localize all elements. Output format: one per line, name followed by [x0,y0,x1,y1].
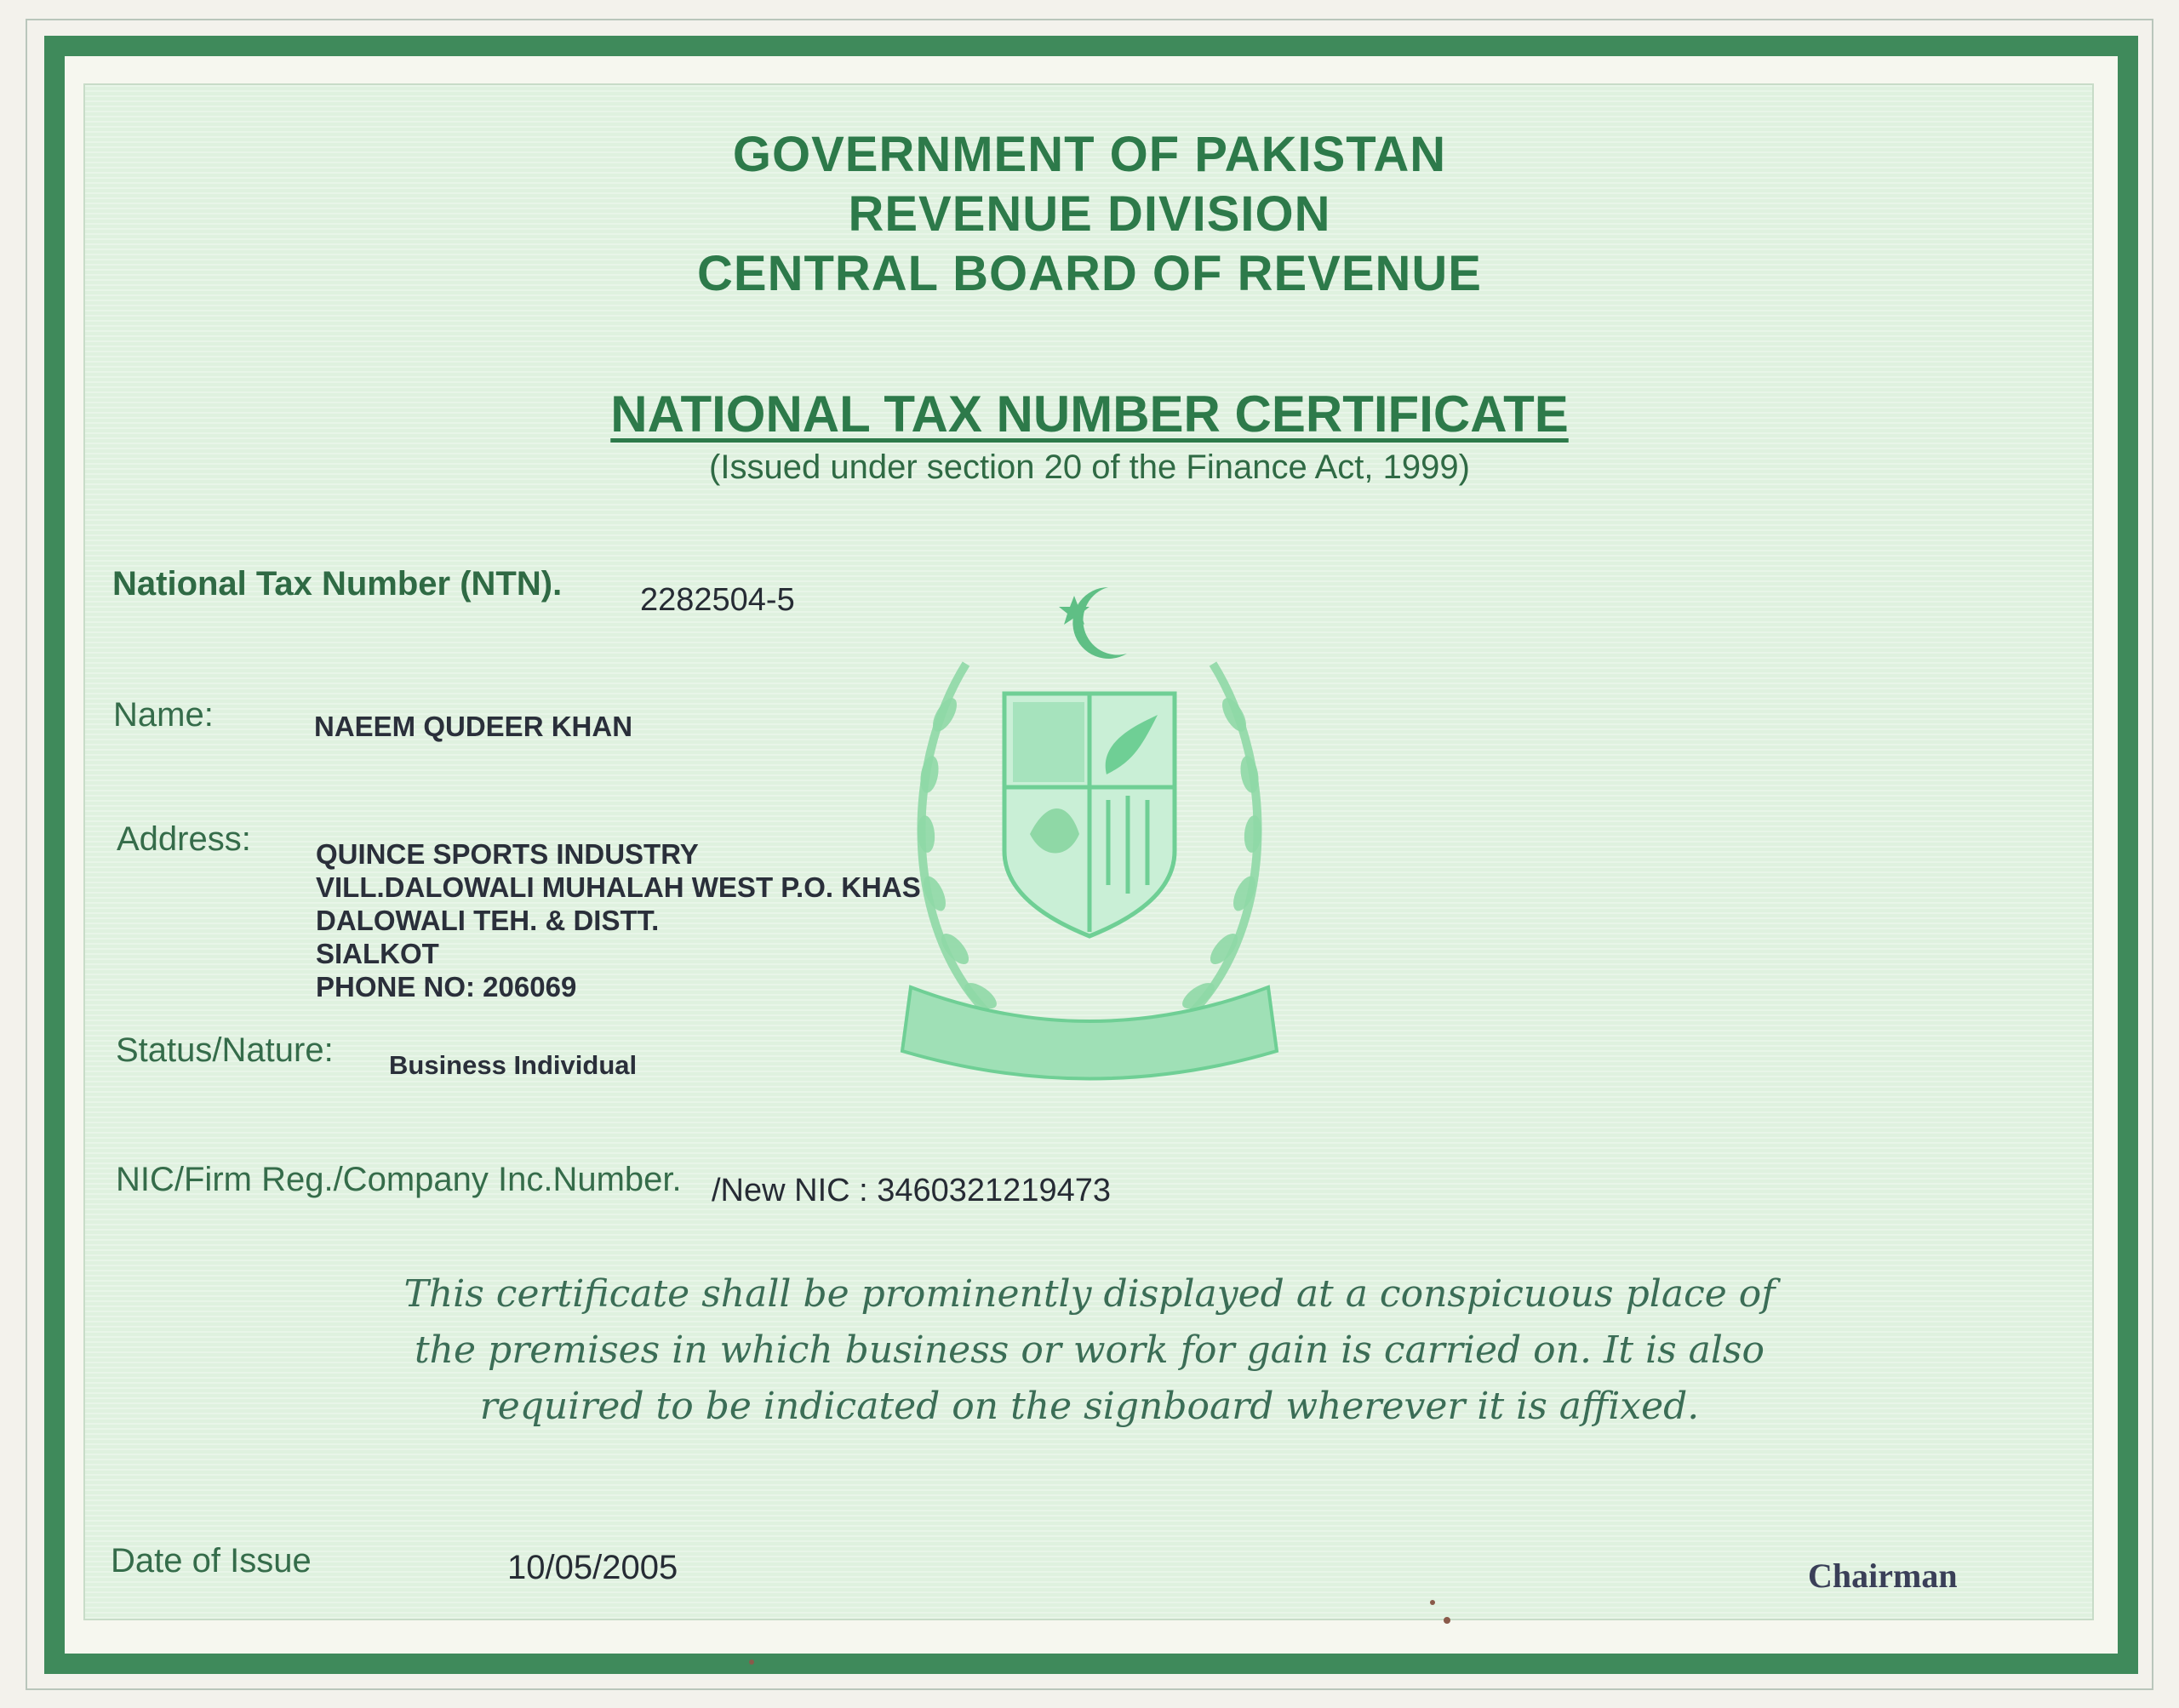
notice-line: required to be indicated on the signboard wherever it is affixed. [479,1385,1700,1428]
display-notice [357,1266,1822,1435]
stain-mark [1430,1600,1435,1605]
address-line: PHONE NO: 206069 [316,971,577,1003]
state-emblem-icon [885,579,1294,1089]
header-government: GOVERNMENT OF PAKISTAN [732,127,1447,182]
ntn-label: National Tax Number (NTN). [112,565,563,603]
ntn-value: 2282504-5 [640,582,795,618]
certificate-title: NATIONAL TAX NUMBER CERTIFICATE [610,386,1569,443]
chairman-signatory: Chairman [1808,1557,1958,1595]
certificate-subtitle: (Issued under section 20 of the Finance Act, 1999) [709,448,1470,486]
name-value: NAEEM QUDEER KHAN [314,711,633,742]
nic-value: /New NIC : 3460321219473 [712,1173,1111,1208]
header-division: REVENUE DIVISION [848,186,1331,242]
status-label: Status/Nature: [116,1031,334,1069]
notice-line: This certificate shall be prominently displayed at a conspicuous place of [403,1272,1776,1316]
address-value [316,837,921,1003]
address-line: DALOWALI TEH. & DISTT. [316,905,660,936]
nic-label: NIC/Firm Reg./Company Inc.Number. [116,1161,682,1198]
name-label: Name: [113,696,214,734]
date-of-issue-value: 10/05/2005 [507,1549,678,1586]
date-of-issue-label: Date of Issue [111,1542,312,1579]
header-board: CENTRAL BOARD OF REVENUE [697,246,1482,301]
address-line: VILL.DALOWALI MUHALAH WEST P.O. KHAS [316,871,921,903]
address-line: SIALKOT [316,938,439,969]
address-line: QUINCE SPORTS INDUSTRY [316,838,699,870]
stain-mark [1444,1617,1450,1624]
address-label: Address: [117,820,251,858]
status-value: Business Individual [389,1050,638,1080]
stain-mark [749,1659,754,1665]
notice-line: the premises in which business or work for gain is carried on. It is also [414,1328,1765,1372]
